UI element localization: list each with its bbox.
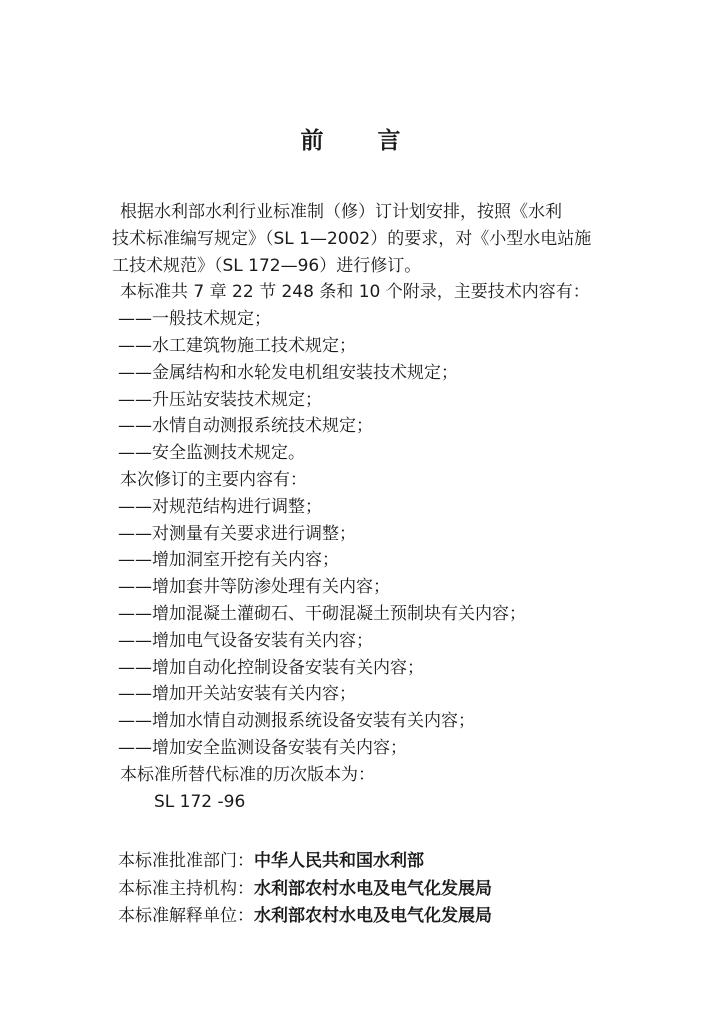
- replaced-version: SL 172 -96: [154, 791, 246, 812]
- intro-line: 技术标准编写规定》（SL 1—2002）的要求，对《小型水电站施: [112, 228, 592, 249]
- footer-label: 本标准批准部门：: [118, 851, 254, 871]
- revision-list: [112, 494, 642, 762]
- content-list: [112, 306, 642, 467]
- intro-paragraph: [112, 199, 642, 279]
- list-item: ——对规范结构进行调整；: [118, 496, 322, 517]
- list-item: ——水情自动测报系统技术规定；: [118, 416, 373, 437]
- footer-value: 水利部农村水电及电气化发展局: [254, 906, 492, 926]
- footer-value: 中华人民共和国水利部: [254, 851, 424, 871]
- list-item: ——增加电气设备安装有关内容；: [118, 630, 373, 651]
- replaced-intro: 本标准所替代标准的历次版本为：: [120, 764, 375, 785]
- footer-label: 本标准解释单位：: [118, 906, 254, 926]
- footer-label: 本标准主持机构：: [118, 878, 254, 899]
- list-item: ——增加安全监测设备安装有关内容；: [118, 737, 407, 758]
- list-item: ——增加水情自动测报系统设备安装有关内容；: [118, 711, 475, 732]
- list-item: ——增加套井等防渗处理有关内容；: [118, 577, 390, 598]
- list-item: ——对测量有关要求进行调整；: [118, 523, 356, 544]
- footer-row-approval: [118, 848, 492, 876]
- footer-value: 水利部农村水电及电气化发展局: [254, 878, 492, 899]
- preface-body: [112, 199, 642, 815]
- footer-info: [118, 848, 492, 931]
- list-item: ——增加开关站安装有关内容；: [118, 684, 356, 705]
- page-title: 前言: [300, 128, 455, 154]
- content-intro: 本标准共 7 章 22 节 248 条和 10 个附录，主要技术内容有：: [120, 282, 590, 303]
- intro-line: 根据水利部水利行业标准制（修）订计划安排，按照《水利: [120, 202, 562, 222]
- revision-intro: 本次修订的主要内容有：: [120, 469, 307, 490]
- list-item: ——增加自动化控制设备安装有关内容；: [118, 657, 424, 678]
- list-item: ——水工建筑物施工技术规定；: [118, 335, 356, 356]
- footer-row-interpretation: [118, 903, 492, 931]
- list-item: ——增加洞室开挖有关内容；: [118, 550, 339, 571]
- footer-row-host: [118, 876, 492, 904]
- list-item: ——一般技术规定；: [118, 309, 271, 330]
- list-item: ——金属结构和水轮发电机组安装技术规定；: [118, 362, 458, 383]
- list-item: ——增加混凝土灌砌石、干砌混凝土预制块有关内容；: [118, 603, 526, 624]
- intro-line: 工技术规范》（SL 172—96）进行修订。: [112, 255, 422, 276]
- list-item: ——升压站安装技术规定；: [118, 389, 322, 410]
- list-item: ——安全监测技术规定。: [118, 443, 305, 464]
